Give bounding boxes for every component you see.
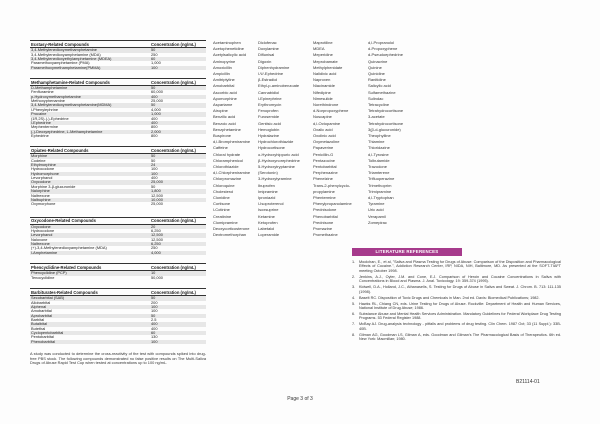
compound-name: Mephentermine [31,125,59,130]
list-item: Creatinine [213,213,232,219]
table-row [30,340,206,344]
compound-name: Butalbital [31,322,48,327]
list-item: Diclofenac [258,40,277,45]
literature-references-banner: LITERATURE REFERENCES [352,248,462,256]
list-item: Atropine [213,108,228,114]
list-item: o-Hydroxyhippuric acid [258,151,299,157]
compound-name: p-Hydroxymethamphetamine [31,94,81,99]
list-item: l-Cotinine [213,207,230,213]
compound-concentration: 25,000 [151,179,163,185]
compound-name: l-Phenylephrine [31,107,59,112]
compound-name: Paramethoxymethamphetamine(PMMA) [31,65,101,70]
list-item: Amitriptyline [213,77,235,83]
compound-name: Procaine [31,112,47,117]
list-item: Cortisone [213,201,231,207]
page-number: Page 3 of 3 [287,396,313,402]
compound-concentration: 400 [151,93,158,99]
document-part-number: B21114-01 [516,379,540,385]
compound-name: Nalbuphine [31,197,51,202]
compound-concentration: 10 [151,270,156,276]
compound-concentration: 400 [151,115,158,121]
compound-name: Hydrocodone [31,167,55,172]
reference-item [352,333,561,342]
compound-name: Naltrexone [31,193,50,198]
list-item: Quinine [368,64,382,70]
list-item: Methylphenidate [313,64,343,70]
list-item: Amobarbital [213,83,235,89]
compound-concentration: 50 [151,102,156,108]
list-item: Tetrahydrocortisone [368,108,404,114]
list-item: Oxolinic acid [313,133,336,139]
compound-concentration: 50,000 [151,274,163,280]
table-title: Opiates-Related Compounds [31,147,89,153]
table-title: Methamphetamine-Related Compounds [31,79,110,85]
list-item: Oxalic acid [313,126,333,132]
list-item: Hydrochlorothiazide [258,139,294,145]
reference-number: 8. [352,332,356,337]
reference-item [352,296,561,300]
reference-item [352,275,561,284]
table-header-row [30,263,206,271]
compound-concentration: 25,000 [151,201,163,207]
cross-reactivity-table [30,40,206,70]
list-item: Chloroquine [213,182,235,188]
reference-number: 7. [352,322,356,327]
list-item: Ampicillin [213,71,230,77]
table-header-row [30,146,206,154]
list-item: Fenoprofen [258,108,279,114]
compound-name: 3,4-Methylenedioxyethylamphetamine (MDEA) [31,56,112,61]
reference-number: 5. [352,301,356,306]
compound-concentration: 50 [151,312,156,318]
list-item: d,l-Octopamine [313,120,341,126]
compound-list-column [313,40,368,239]
compound-concentration: 1,000 [151,111,161,117]
list-item: d,l-Propranolol [368,40,395,45]
list-item: Trimipramine [368,188,392,194]
list-item: Ethyl-p-aminobenzoate [258,83,300,89]
compound-name: Phencyclidine (PCP) [31,271,67,276]
table-row [30,251,206,255]
compound-list-column [368,40,463,239]
compound-concentration: 4,000 [151,249,161,255]
concentration-column-header: Concentration (ng/mL) [151,147,196,153]
literature-references-list [352,260,561,342]
list-item: Naproxen [313,77,331,83]
list-item: d,l-Chlorpheniramine [213,170,251,176]
list-item: Ranitidine [368,77,386,83]
compound-name: Naltrexone [31,242,50,247]
list-item: Aminopyrine [213,58,236,64]
list-item: Ascorbic acid [213,89,237,95]
reference-number: 4. [352,295,356,300]
table-row [30,202,206,206]
reference-text: Jenkins, A.J., Oyler, J.M. and Cone, E.J. Comparison of Heroin and Cocaine Concentrations in Saliva with Concentrations in Blood and Plasma. J. Anal. Toxicology. 19: 359-374 (1995). [359,274,561,284]
list-item: Erythromycin [258,102,282,108]
list-item: Trazodone [368,164,387,170]
cross-reactivity-note: A study was conducted to determine the cross-reactivity of the test with compounds spiked into drug-free PBS stock. The following compounds demonstrated no false positive results on The Multi-Saliva Drugs of Abuse Rapid Test Cup when tested at concentrations up to 100 ng/mL. [30,350,206,366]
list-item: Penicillin-G [313,151,334,157]
list-item: β-Hydroxynorephedrine [258,157,300,163]
list-item: l-Isoproterenol [258,201,284,207]
compound-concentration: 400 [151,175,158,181]
list-item: Hemoglobin [258,126,280,132]
list-item: Iproniazid [258,195,276,201]
compound-name: Nalorphine [31,189,50,194]
list-item: Meperidine [313,52,333,58]
table-row [30,276,206,280]
compound-concentration: 6,250 [151,228,161,234]
reference-text: Kidwell, D.A., Holland, J.C., Athanaselis, S. Testing for Drugs of Abuse in Saliva and Sweat. J. Chrom. B. 713: 111-135 (1998). [359,285,561,294]
reference-item [352,260,561,273]
reference-item [352,302,561,311]
compound-name: Ethylmorphine [31,163,56,168]
compound-name: (1R,2S)-(-)-Ephedrine [31,116,69,121]
list-item: Phentermine [313,195,336,201]
table-row [30,134,206,138]
list-item: Trans-2-phenylcyclo- [313,182,351,188]
list-item: Maprotiline [313,40,333,45]
list-item: d,l-Tyrosine [368,151,389,157]
compound-concentration: 50 [151,153,156,159]
cross-reactivity-table [30,78,206,138]
compound-concentration: 20 [151,223,156,229]
list-item: Dextromethorphan [213,232,247,238]
reference-number: 6. [352,312,356,317]
compound-name: Ephedrine [31,133,49,138]
list-item: Apomorphine [213,95,237,101]
list-item: Isoxsuprine [258,207,279,213]
list-item: Chlorpromazine [213,176,242,182]
list-item: Clonidine [213,195,230,201]
compound-concentration: 250 [151,245,158,251]
concentration-column-header: Concentration (ng/mL) [151,218,196,224]
list-item: Doxylamine [258,46,279,52]
list-item: Nifedipine [313,89,331,95]
compound-name: Hydromorphone [31,171,59,176]
list-item: Salicylic acid [368,83,391,89]
list-item: Trimethoprim [368,182,392,188]
compound-concentration: 24 [151,162,156,168]
list-item: Zomepirac [368,219,387,225]
list-item: Niacinamide [313,83,336,89]
compound-name: Tenocyclidine [31,275,55,280]
list-item: 3-Hydroxytyramine [258,176,292,182]
list-item: Meprobamate [313,58,338,64]
compound-name: Allobarbital [31,300,51,305]
table-header-row [30,217,206,225]
compound-concentration: 100 [151,166,158,172]
compound-concentration: 12,500 [151,236,163,242]
reference-number: 2. [352,274,356,279]
compound-name: Fenfluramine [31,90,54,95]
compound-name: (+)-3,4-Methylenedioxyamphetamine (MDA) [31,246,107,251]
list-item: Tetrahydrocortisone [368,120,404,126]
compound-concentration: 60 [151,329,156,335]
compound-concentration: 60,000 [151,89,163,95]
list-item: Labetalol [258,226,275,232]
non-cross-reactive-compound-list [213,40,463,239]
list-item: Chloral hydrate [213,151,241,157]
table-title: Oxycodone-Related Compounds [31,218,96,224]
compound-concentration: 100 [151,64,158,70]
table-title: Phencyclidine-Related Compounds [31,264,102,270]
list-item: Deoxycorticosterone [213,226,250,232]
compound-concentration: 100 [151,308,158,314]
compound-concentration: 130 [151,334,158,340]
reference-text: Hawks RL, Chiang CN, eds. Urine Testing for Drugs of Abuse. Rockville: Department of Health and Human Services, National Institute of Drug Abuse; 1986. [359,301,561,311]
list-item: Acetaminophen [213,40,241,45]
compound-name: Levorphanol [31,233,53,238]
list-item: Oxymetazoline [313,139,340,145]
table-title: Ecstasy-Related Compounds [31,41,89,47]
list-item: Tetracycline [368,102,390,108]
list-item: Tolbutamide [368,157,390,163]
list-item: Promazine [313,226,333,232]
compound-concentration: 100 [151,303,158,309]
list-item: Buspirone [213,133,232,139]
list-item: Papaverine [313,145,334,151]
list-item: Phenylpropanolamine [313,201,352,207]
list-item: Quinacrine [368,58,388,64]
reference-text: Substance Abuse and Mental Health Services Administration. Mandatory Guidelines for Federal Workplace Drug Testing Programs. 53 Federal Register 1988. [359,312,561,321]
compound-concentration: 50 [151,47,156,53]
list-item: Perphenazine [313,170,338,176]
compound-name: l-Amphetamine [31,250,58,255]
compound-name: Phenobarbital [31,339,56,344]
compound-name: Methoxyphenamine [31,99,65,104]
list-item: d,l-Tryptophan [368,195,394,201]
list-item: Thioridazine [368,145,390,151]
list-item: Digoxin [258,58,272,64]
list-item: Tyramine [368,201,385,207]
list-item: (Serotonin) [258,170,278,176]
reference-text: Baselt RC. Disposition of Toxic Drugs and Chemicals in Man. 2nd ed. Davis: Biomedical Publications; 1982. [359,295,540,300]
list-item: Pentazocine [313,157,336,163]
compound-name: Paramethoxyamphetamine (PMA) [31,61,90,66]
list-item: Diphenhydramine [258,64,290,70]
table-header-row [30,288,206,296]
list-item: Thiamine [368,139,385,145]
list-item: Phenobarbital [313,213,338,219]
compound-name: 3,4-Methylenedioxymethamphetamine(MDMA) [31,103,112,108]
compound-concentration: 6,250 [151,241,161,247]
compound-name: Barbital [31,317,45,322]
compound-concentration: 200 [151,299,158,305]
list-item: Verapamil [368,213,386,219]
compound-name: Oxycodone [31,180,51,185]
compound-concentration: 400 [151,321,158,327]
reference-text: Moolchan, E., et al, "Saliva and Plasma Testing for Drugs of Abuse: Comparison of the Disposition and Pharmacological Effects of Cocaine.", Addiction Research Center, IRP, NIDA, NIH, Baltimore, MD. As presented at the SOFT-TIAFT meeting October 1998. [359,260,561,273]
compound-concentration: 800 [151,132,158,138]
list-item: d,l-Brompheniramine [213,139,251,145]
list-item: Amoxicillin [213,64,232,70]
compound-concentration: 60 [151,55,156,61]
list-item: 3-acetate [368,114,385,120]
list-item: Hydrocortisone [258,145,285,151]
list-item: Promethazine [313,232,338,238]
table-header-row [30,40,206,48]
list-item: d-Norpropoxyphene [313,108,349,114]
compound-name: Oxycodone [31,224,51,229]
list-item: Sulindac [368,95,384,101]
list-item: Chloramphenicol [213,157,244,163]
table-header-row [30,78,206,86]
list-item: l-Ψ-Ephedrine [258,71,284,77]
compound-concentration: 400 [151,119,158,125]
reference-item [352,285,561,294]
list-item: d-Pseudoephedrine [368,52,403,58]
list-item: Norethindrone [313,102,339,108]
compound-concentration: 1,800 [151,188,161,194]
reference-number: 1. [352,260,356,264]
cross-reactivity-tables [30,40,206,366]
concentration-column-header: Concentration (ng/mL) [151,79,196,85]
list-item: Caffeine [213,145,228,151]
cross-reactivity-table [30,217,206,256]
list-item: Ketamine [258,213,275,219]
compound-concentration: 50 [151,157,156,163]
compound-concentration: 2,000 [151,128,161,134]
list-item: Aspartame [213,102,233,108]
list-item: Theophylline [368,133,391,139]
reference-item [352,322,561,331]
list-item: Uric acid [368,207,384,213]
cross-reactivity-table [30,146,206,206]
compound-concentration: 2.5 [151,316,157,322]
concentration-column-header: Concentration (ng/mL) [151,289,196,295]
compound-concentration: 25,000 [151,98,163,104]
list-item: Prednisolone [313,207,337,213]
compound-concentration: 400 [151,325,158,331]
compound-name: 3,4-Methylenedioxymethamphetamine [31,48,97,53]
reference-number: 3. [352,285,356,290]
compound-list-column [213,40,258,239]
concentration-column-header: Concentration (ng/mL) [151,41,196,47]
list-item: Acetylsalicylic acid [213,52,247,58]
compound-name: (-)-Deoxyephedrine, L-Methamphetamine [31,129,103,134]
list-item: Pentobarbital [313,164,337,170]
list-item: 5-Hydroxytryptamine [258,164,295,170]
list-item: Acetophenetidine [213,46,244,52]
compound-name: Secobarbital (SAB) [31,296,65,301]
concentration-column-header: Concentration (ng/mL) [151,264,196,270]
list-item: Triamterene [368,170,390,176]
list-item: Benzilic acid [213,114,236,120]
compound-name: Aprobarbital [31,313,52,318]
compound-concentration: 250 [151,51,158,57]
list-item: Noscapine [313,114,332,120]
list-item: Quinidine [368,71,385,77]
list-item: Ketoprofen [258,219,278,225]
list-item: Clomipramine [213,219,238,225]
compound-name: Codeine [31,158,46,163]
literature-references-section [352,248,561,343]
list-item: Nimesulide [313,95,333,101]
list-item: β-Estradiol [258,77,278,83]
list-item: Ibuprofen [258,182,275,188]
compound-name: Oxymorphone [31,202,56,207]
list-item: 3(β-d-glucuronide) [368,126,401,132]
list-item: Cholesterol [213,188,234,194]
compound-concentration: 4,000 [151,106,161,112]
compound-name: l-Ephedrine [31,120,51,125]
list-item: Cannabidiol [258,89,280,95]
compound-concentration: 50 [151,295,156,301]
table-title: Barbiturates-Related Compounds [31,289,98,295]
compound-name: Hydrocodone [31,229,55,234]
list-item: Chlorothiazide [213,164,239,170]
compound-concentration: 12,500 [151,192,163,198]
table-row [30,66,206,70]
compound-concentration: 10,000 [151,196,163,202]
list-item: Loperamide [258,232,280,238]
list-item: l-Epinephrine [258,95,282,101]
list-item: Hydralazine [258,133,280,139]
compound-concentration: 12,500 [151,232,163,238]
compound-concentration: 100 [151,338,158,344]
list-item: Phenelzine [313,176,333,182]
compound-name: Cyclopentobarbital [31,330,64,335]
compound-name: Alphenal [31,304,47,309]
list-item: Imipramine [258,188,278,194]
compound-concentration: 100 [151,170,158,176]
list-item: Furosemide [258,114,280,120]
list-item: d-Propoxyphene [368,46,398,52]
list-item: Gentisic acid [258,120,281,126]
list-item: MDEA [313,46,325,52]
reference-item [352,312,561,321]
list-item: Prednisone [313,219,334,225]
list-item: propylamine [313,188,335,194]
compound-name: D-Methamphetamine [31,86,68,91]
compound-name: Levorphanol [31,176,53,181]
compound-name: 3,4-Methylenedioxyamphetamine (MDA) [31,52,101,57]
compound-concentration: 1,000 [151,60,161,66]
compound-name: Naloxone [31,237,48,242]
cross-reactivity-table [30,263,206,280]
compound-concentration: 50 [151,183,156,189]
list-item: Benzoic acid [213,120,236,126]
cross-reactivity-table [30,288,206,344]
compound-name: Morphine 3-β-glucuronide [31,184,76,189]
compound-name: Pentobarbital [31,335,54,340]
reference-text: Gilman AG, Goodman LS, Gilman A, eds. Goodman and Gilman's The Pharmacological Basis of Therapeutics. 6th ed. New York: Macmillan; 1980. [359,332,561,342]
list-item: Benzphetamine [213,126,241,132]
reference-text: McBay AJ. Drug-analysis technology - pitfalls and problems of drug testing. Clin Chem. 1987 Oct; 33 (11 Suppl.): 33B-40B. [359,322,561,331]
list-item: Nalidixic acid [313,71,337,77]
list-item: Sulfamethazine [368,89,396,95]
list-item: Diflunisal [258,52,275,58]
compound-concentration: 800 [151,124,158,130]
compound-concentration: 50 [151,85,156,91]
compound-name: Amobarbital [31,309,52,314]
compound-name: Morphine [31,154,48,159]
list-item: Trifluoperazine [368,176,395,182]
compound-name: Butethal [31,326,46,331]
compound-list-column [258,40,313,239]
